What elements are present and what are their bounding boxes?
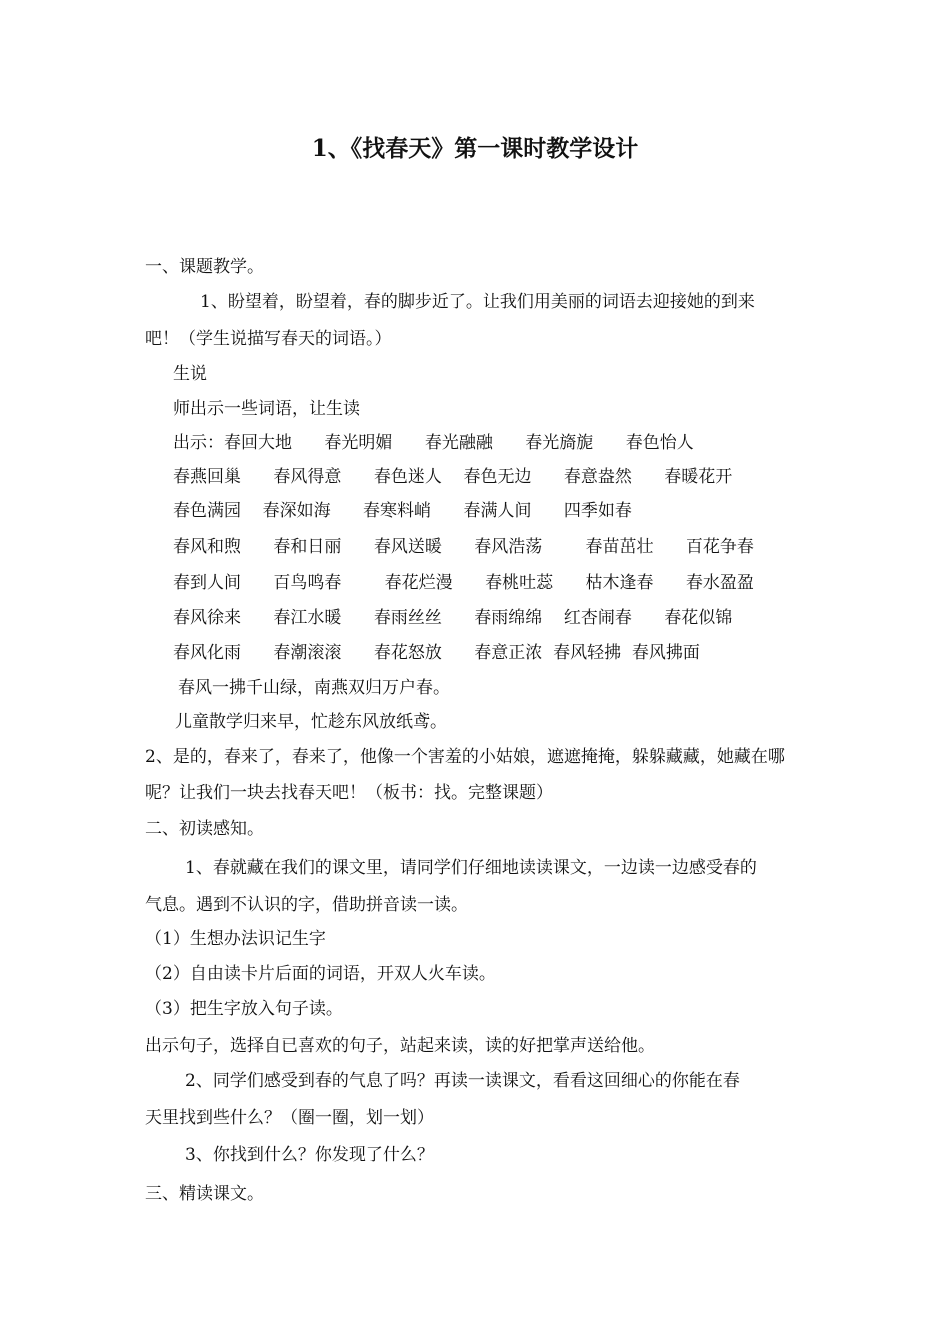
paragraph-line: 3、你找到什么？你发现了什么？ [185,1145,434,1165]
word-list-line: 春风化雨 春潮滚滚 春花怒放 春意正浓 春风轻拂 春风拂面 [173,643,700,663]
word-list-line: 春到人间 百鸟鸣春 春花烂漫 春桃吐蕊 枯木逢春 春水盈盈 [173,573,754,593]
paragraph-line: （3）把生字放入句子读。 [145,999,343,1019]
paragraph-line: 呢？让我们一块去找春天吧！（板书：找。完整课题） [145,783,553,803]
poem-line: 儿童散学归来早，忙趁东风放纸鸢。 [175,712,447,732]
word-list-line: 春风和煦 春和日丽 春风送暖 春风浩荡 春苗茁壮 百花争春 [173,537,754,557]
section-heading-3: 三、精读课文。 [145,1184,264,1204]
paragraph-line: （1）生想办法识记生字 [145,929,326,949]
word-list-line: 春风徐来 春江水暖 春雨丝丝 春雨绵绵 红杏闹春 春花似锦 [173,608,733,628]
paragraph-line: （2）自由读卡片后面的词语，开双人火车读。 [145,964,496,984]
word-list-line: 出示：春回大地 春光明媚 春光融融 春光旖旎 春色怡人 [173,433,694,453]
paragraph-line: 1、盼望着，盼望着，春的脚步近了。让我们用美丽的词语去迎接她的到来 [200,292,755,312]
word-list-line: 春燕回巢 春风得意 春色迷人 春色无边 春意盎然 春暖花开 [173,467,733,487]
paragraph-line: 1、春就藏在我们的课文里，请同学们仔细地读读课文，一边读一边感受春的 [185,858,757,878]
section-heading-1: 一、课题教学。 [145,257,264,277]
paragraph-line: 吧！（学生说描写春天的词语。） [145,329,392,349]
word-list-line: 春色满园 春深如海 春寒料峭 春满人间 四季如春 [173,501,632,521]
document-title: 1、《找春天》第一课时教学设计 [311,135,639,162]
section-heading-2: 二、初读感知。 [145,819,264,839]
paragraph-line: 气息。遇到不认识的字，借助拼音读一读。 [145,895,468,915]
paragraph-line: 2、同学们感受到春的气息了吗？再读一读课文，看看这回细心的你能在春 [185,1071,740,1091]
paragraph-line: 2、是的，春来了，春来了，他像一个害羞的小姑娘，遮遮掩掩，躲躲藏藏，她藏在哪 [145,747,785,767]
paragraph-line: 师出示一些词语，让生读 [173,399,360,419]
poem-line: 春风一拂千山绿，南燕双归万户春。 [178,678,450,698]
paragraph-line: 生说 [173,364,207,384]
paragraph-line: 天里找到些什么？（圈一圈，划一划） [145,1108,434,1128]
paragraph-line: 出示句子，选择自已喜欢的句子，站起来读，读的好把掌声送给他。 [145,1036,655,1056]
